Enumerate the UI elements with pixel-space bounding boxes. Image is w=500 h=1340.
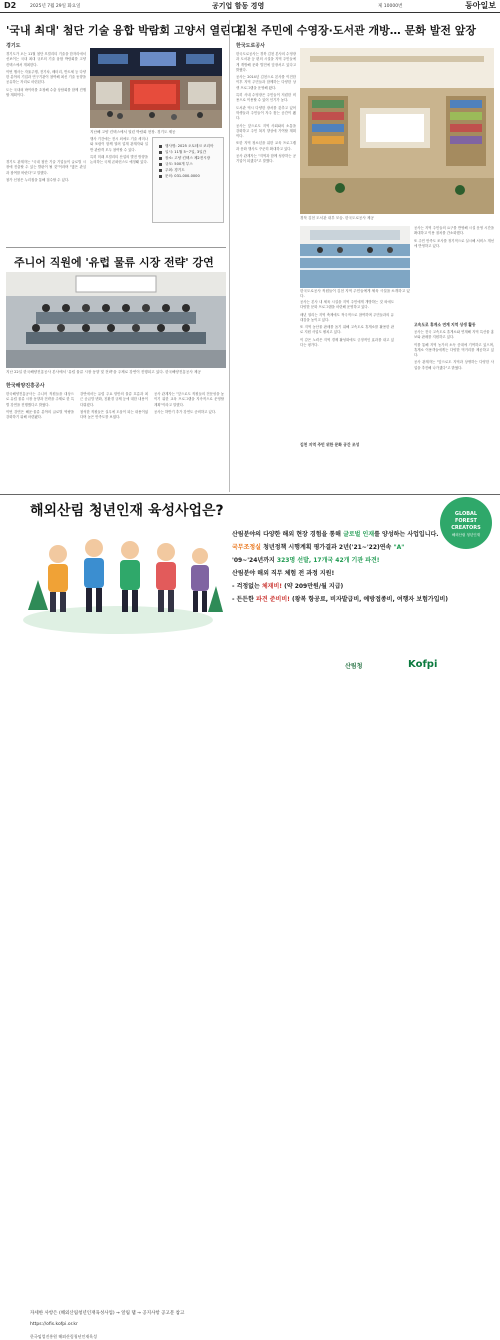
column-divider xyxy=(229,20,230,492)
article1-headline[interactable]: '국내 최대' 첨단 기술 융합 박람회 고양서 열린다 xyxy=(6,24,242,37)
divider xyxy=(6,247,226,248)
article3-text-col3: 공사 관계자는 "앞으로도 직원들의 전문성을 높이기 위한 교육 프로그램을 지속적으로 운영할 계획"이라고 말했다. 공사는 하반기 추가 강연도 준비하고 있다. xyxy=(154,392,224,414)
ad-line-4: 산림분야 해외 직무 체험 전 과정 지원! xyxy=(232,570,335,577)
bullet-square-icon xyxy=(159,145,162,148)
article2-text-col3: 공사는 지역 주민들의 요구를 반영해 시설 운영 시간을 확대하고 이용 절차를 간소화했다. 또 주민 만족도 조사를 정기적으로 실시해 서비스 개선에 반영하고 있다. xyxy=(414,226,494,248)
article2-photo xyxy=(300,48,494,214)
ad-text-lines xyxy=(232,528,492,606)
bullet-square-icon xyxy=(159,169,162,172)
bullet-square-icon xyxy=(159,163,162,166)
ad-footer-note: 자세한 사항은 (해외산림청년인재육성사업) → 알림 탭 → 공지사항 공고문 참고 xyxy=(30,1311,185,1316)
ad-line-1: 산림분야의 다양한 해외 현장 경험을 통해 글로벌 인재를 양성하는 사업입니다. xyxy=(232,531,439,538)
infobox-row: 장소: 고양 킨텍스 제2전시장 xyxy=(159,155,217,161)
article1-text-col1: 경기도가 오는 11월 첨단 모빌리티 기술을 한자리에서 선보이는 국내 최대 규모의 기술 융합 박람회를 고양 킨텍스에서 개최한다. 이번 행사는 자율주행, 전기차, 배터리, 반도체 등 다양한 분야의 기업과 연구기관이 참여해 최신 기술 동향을 공유하는 자리로 마련된다. 도는 국내외 바이어를 초청해 수출 상담회를 함께 진행할 계획이다. xyxy=(6,52,86,98)
youth-people-illustration xyxy=(18,520,223,630)
bullet-square-icon xyxy=(159,151,162,154)
ad-footer-url[interactable]: https://ofis.kofpi.or.kr xyxy=(30,1322,78,1327)
ad-line-2: 국무조정실 청년정책 시행계획 평가결과 2년('21~'22)연속 "A" xyxy=(232,544,405,551)
article3-byline: 한국해양진흥공사 xyxy=(6,383,45,389)
page-number: D2 xyxy=(4,1,17,10)
article2-photo2 xyxy=(300,226,410,288)
article2-byline: 한국도로공사 xyxy=(236,43,265,49)
exhibition-hall-image xyxy=(90,48,222,128)
issue-code: 제 10000번 xyxy=(378,4,403,9)
ad-title[interactable]: 해외산림 청년인재 육성사업은? xyxy=(30,503,224,519)
article2-text-col2: 공사는 본사 내 체육 시설을 지역 주민에게 개방하는 것 외에도 다양한 문화 프로그램을 마련해 운영하고 있다. 매년 열리는 지역 축제에도 적극적으로 참여하며 주민들과의 유대감을 높이고 있다. 또 지역 농산물 판매를 돕기 위해 고속도로 휴게소를 활용한 판로 지원 사업도 펼치고 있다. 이 같은 노력은 지역 경제 활성화에도 긍정적인 효과를 내고 있다는 평가다. xyxy=(300,300,394,348)
article1-text-col1b: 경기도 관계자는 "국내 첨단 기술 기업들이 글로벌 시장에 진출할 수 있는 발판이 될 것"이라며 "많은 관심과 참여를 바란다"고 말했다. 참가 신청은 누리집을 통해 접수할 수 있다. xyxy=(6,160,86,182)
article3-photo xyxy=(6,272,226,368)
masthead xyxy=(0,0,500,13)
article1-caption: 지난해 고양 킨텍스에서 열린 박람회 현장. 경기도 제공 xyxy=(90,130,176,134)
article3-caption: 지난 22일 한국해양진흥공사 본사에서 '유럽 물류 시장 동향 및 전략'을 주제로 강연이 진행되고 있다. 한국해양진흥공사 제공 xyxy=(6,370,201,374)
newspaper-name: 동아일보 xyxy=(465,0,496,10)
ad-line-5: - 걱정없는 체재비! (약 209만원/월 지급) xyxy=(232,583,344,590)
article3-headline[interactable]: 주니어 직원에 '유럽 물류 시장 전략' 강연 xyxy=(14,256,214,269)
pool-image xyxy=(300,226,410,288)
ad-line-3: '09~'24년까지 323명 선발, 17개국 42개 기관 파견! xyxy=(232,557,380,564)
article1-text-col2: 행사 기간에는 전시 외에도 기술 세미나와 포럼이 함께 열려 업계 관계자와 일반 관람객 모두 참여할 수 있다. 특히 미래 모빌리티 산업의 발전 방향을 논의하는 국제 콘퍼런스도 예정돼 있다. xyxy=(90,137,148,165)
infobox-row: 문의: 031-000-0000 xyxy=(159,173,217,179)
article3-text-col2: 강연에서는 유럽 주요 항만의 물류 흐름과 최근 공급망 변화, 친환경 규제 등에 대한 내용이 다뤄졌다. 참석한 직원들은 실무에 도움이 되는 내용이었다며 높은 만족도를 보였다. xyxy=(80,392,148,420)
article1-infobox xyxy=(152,137,224,223)
kofpi-logo: Kofpi xyxy=(408,659,438,670)
ad-illustration xyxy=(18,520,223,630)
ad-line-6: - 든든한 파견 준비비! (왕복 항공료, 비자발급비, 예방접종비, 여행자 보험가입비) xyxy=(232,596,449,603)
article2-subheading2: 고속도로 휴게소 연계 지역 상생 활동 xyxy=(414,322,476,327)
article2-headline[interactable]: 김천 주민에 수영장·도서관 개방… 문화 발전 앞장 xyxy=(236,24,477,37)
library-image xyxy=(300,48,494,214)
article2-caption: 경북 김천 도서관 내부 모습. 한국도로공사 제공 xyxy=(300,216,374,220)
korea-forest-service-logo: 산림청 xyxy=(345,663,363,670)
issue-date: 2025년 7월 29일 화요일 xyxy=(30,4,81,9)
infobox-row: 일시: 11월 5~7일, 3일간 xyxy=(159,149,217,155)
infobox-row: 주최: 경기도 xyxy=(159,167,217,173)
infobox-row: 규모: 500개 부스 xyxy=(159,161,217,167)
global-forest-creators-badge: GLOBAL FOREST CREATORS 해외산림 청년인재 xyxy=(440,497,492,549)
article2-caption2: 한국도로공사 직원들이 김천 지역 주민들에게 체육 시설을 소개하고 있다. xyxy=(300,289,410,298)
section-title: 공기업 함동 경영 xyxy=(212,2,265,10)
infobox-row: 행사명: 2025 오토테크 코리아 xyxy=(159,143,217,149)
ad-footer-org: 한국임업진흥원 해외산림청년인재육성 xyxy=(30,1334,97,1339)
article2-text-col4: 공사는 전국 고속도로 휴게소와 연계해 지역 특산물 홍보와 판매를 지원하고 있다. 이를 통해 지역 농가의 소득 증대에 기여하고 있으며, 휴게소 이용객들에게는 다양한 먹거리를 제공하고 있다. 공사 관계자는 "앞으로도 지역과 상생하는 다양한 사업을 추진해 나가겠다"고 밝혔다. xyxy=(414,330,494,370)
lecture-room-image xyxy=(6,272,226,368)
article1-photo xyxy=(90,48,222,128)
bullet-square-icon xyxy=(159,175,162,178)
article3-text-col1: 한국해양진흥공사는 주니어 직원들을 대상으로 유럽 물류 시장 동향과 전략을 주제로 한 특별 강연을 진행했다고 밝혔다. 이번 강연은 해운·물류 분야의 글로벌 역량을 강화하기 위해 마련됐다. xyxy=(6,392,74,420)
bullet-square-icon xyxy=(159,157,162,160)
article1-byline: 경기도 xyxy=(6,43,21,49)
article2-subheading: 김천 지역 주민 위한 문화 공간 조성 xyxy=(300,442,360,447)
article2-text-col1: 한국도로공사는 경북 김천 본사의 수영장과 도서관 등 편의 시설을 지역 주민들에게 개방해 문화 발전에 앞장서고 있다고 밝혔다. 공사는 2014년 김천으로 본사를 이전한 이후 지역 주민들과 함께하는 다양한 상생 프로그램을 운영해 왔다. 특히 사내 수영장은 주민들이 저렴한 비용으로 이용할 수 있어 인기가 높다. 도서관 역시 다양한 장서를 갖추고 있어 학생들과 주민들이 자주 찾는 공간이 됐다. 공사는 앞으로도 지역 사회와의 소통을 강화하고 주민 복지 향상에 기여할 계획이다. 또한 지역 청소년을 위한 교육 프로그램과 문화 행사도 꾸준히 확대하고 있다. 공사 관계자는 "지역과 함께 성장하는 공기업이 되겠다"고 말했다. xyxy=(236,52,296,164)
